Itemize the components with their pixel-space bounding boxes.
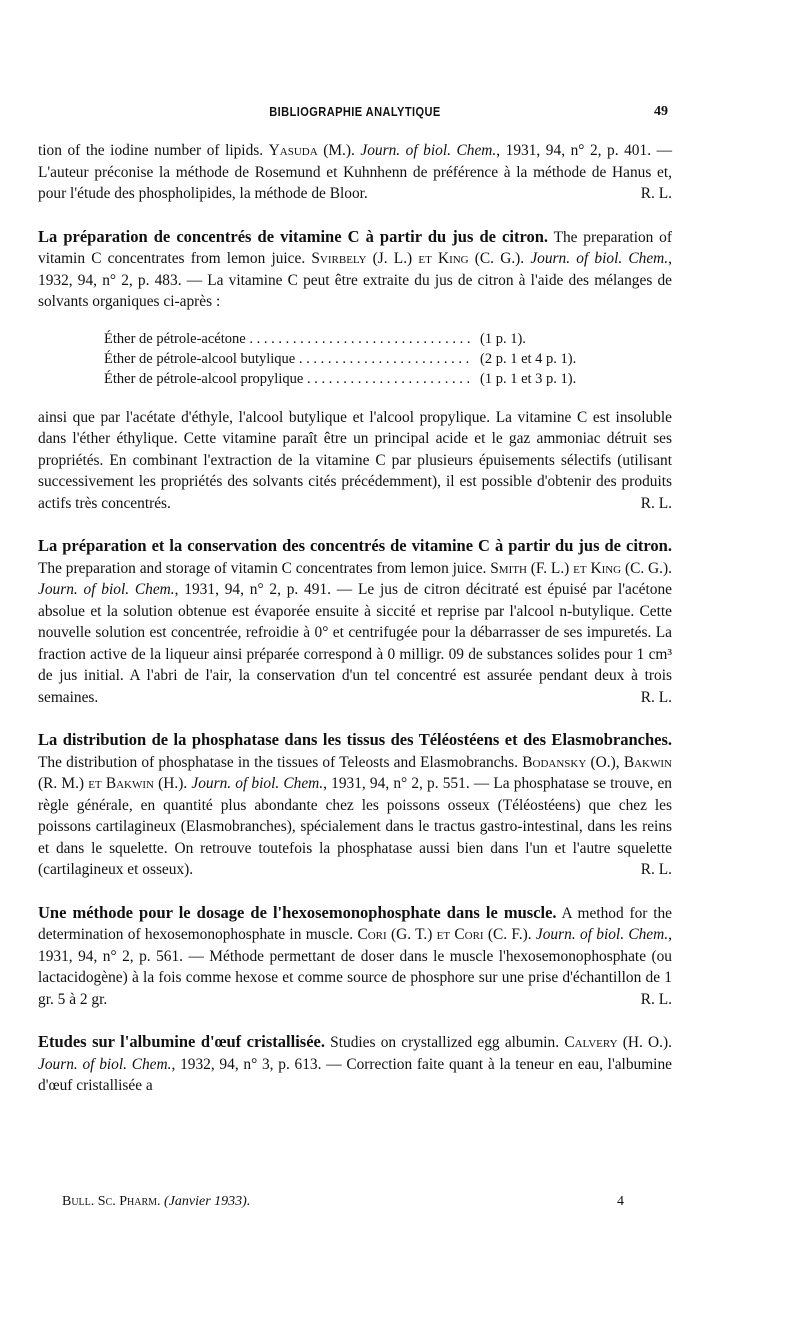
solvent-row [104,369,672,389]
journal: Journ. of biol. Chem. [360,142,497,159]
entry-3 [38,535,672,708]
entry-6 [38,1031,672,1097]
journal: Journ. of biol. Chem. [38,581,175,598]
signature: R. L. [640,494,672,512]
solvent-table [104,329,672,389]
page-number: 49 [654,104,668,119]
solvent-row [104,329,672,349]
footer-journal-name: Bull. Sc. Pharm. [62,1194,161,1209]
authors: Cori (G. T.) et Cori (C. F.). [357,926,532,943]
authors: Yasuda (M.). [268,142,355,159]
solvent-name: Éther de pétrole-alcool propylique . . . [104,369,470,389]
entry-title: Etudes sur l'albumine d'œuf cristallisée. [38,1032,325,1051]
english-title: The distribution of phosphatase in the tissues of Teleosts and Elasmobranchs. [38,753,519,771]
entry-title: La distribution de la phosphatase dans les tissus des Téléostéens et des Elasmobranches. [38,730,672,749]
authors: Smith (F. L.) et King (C. G.). [490,559,672,577]
signature-mark: 4 [617,1194,624,1209]
solvent-name: Éther de pétrole-acétone . . . [104,329,470,349]
solvent-ratio: (2 p. 1 et 4 p. 1). [480,350,577,367]
page-header [38,104,672,128]
citation-body: , 1932, 94, n° 2, p. 483. — La vitamine C peut être extraite du jus de citron à l'aide des mélanges de solvants organiques ci-après : [38,250,672,310]
entry-5 [38,902,672,1011]
citation-body: , 1931, 94, n° 2, p. 491. — Le jus de citron décitraté est épuisé par l'acétone absolue et la solution obtenue est évaporée ensuite à siccité et reprise par l'alcool n-butylique. Cette nouvelle solution est concentrée, refroidie à 0° et centrifugée pour la débarrasser de ses impuretés. La fraction active de la liqueur ainsi préparée correspond à 0 milligr. 09 de substances solides pour 1 cm³ de jus initial. A l'abri de l'air, la conservation d'un tel concentré est assurée pendant deux à trois semaines. [38,581,672,706]
continued-text: tion of the iodine number of lipids. [38,142,264,159]
entry-title: La préparation et la conservation des concentrés de vitamine C à partir du jus de citron. [38,536,672,555]
citation-body: , 1932, 94, n° 3, p. 613. — Correction faite quant à la teneur en eau, l'albumine d'œuf cristallisée a [38,1055,672,1094]
page-body [38,140,672,1097]
journal: Journ. of biol. Chem. [535,926,669,943]
citation-body: , 1931, 94, n° 2, p. 551. — La phosphatase se trouve, en règle générale, en quantité plus abondante chez les poissons osseux (Téléostéens) que chez les poissons cartilagineux (Elasmobranches), spécialement dans le tractus gastro-intestinal, dans les reins et dans le squelette. On retrouve toutefois la phosphatase aussi bien dans l'un et l'autre squelette (cartilagineux et osseux). [38,775,672,878]
running-title: BIBLIOGRAPHIE ANALYTIQUE [269,104,441,119]
journal: Journ. of biol. Chem. [191,775,324,792]
footer-journal [62,1194,250,1210]
english-title: A method for the determination of hexosemonophosphate in muscle. [38,904,672,943]
solvent-name: Éther de pétrole-alcool butylique . . . [104,349,470,369]
signature: R. L. [640,861,672,878]
entry-title: Une méthode pour le dosage de l'hexosemonophosphate dans le muscle. [38,902,557,922]
signature: R. L. [640,185,672,202]
solvent-ratio: (1 p. 1 et 3 p. 1). [480,370,577,387]
solvent-row [104,349,672,369]
journal: Journ. of biol. Chem. [38,1055,172,1073]
signature: R. L. [640,688,672,706]
entry-4 [38,729,672,881]
english-title: Studies on crystallized egg albumin. [324,1034,560,1051]
authors: Calvery (H. O.). [564,1034,672,1051]
citation-body: , 1931, 94, n° 2, p. 401. — L'auteur préconise la méthode de Rosemund et Kuhnhenn de préférence à la méthode de Hanus et, pour l'étude des phospholipides, la méthode de Bloor. [38,142,672,202]
entry-2 [38,226,672,515]
footer-date: (Janvier 1933). [164,1194,251,1209]
authors: Bodansky (O.), Bakwin (R. M.) et Bakwin (H.). [38,753,672,792]
continuation-text: ainsi que par l'acétate d'éthyle, l'alcool butylique et l'alcool propylique. La vitamine C est insoluble dans l'éther éthylique. Cette vitamine paraît être un principal acide et le gaz ammoniac détruit ses propriétés. En combinant l'extraction de la vitamine C par plusieurs épuisements sélectifs (utilisant successivement les propriétés des solvants cités précédemment), il est possible d'obtenir des produits actifs très concentrés. [38,408,672,512]
entry-1 [38,140,672,205]
signature: R. L. [640,990,672,1008]
english-title: The preparation of vitamin C concentrates from lemon juice. [38,228,673,267]
entry-title: La préparation de concentrés de vitamine C à partir du jus de citron. [38,226,549,246]
authors: Svirbely (J. L.) et King (C. G.). [311,250,525,267]
citation-body: , 1931, 94, n° 2, p. 561. — Méthode permettant de doser dans le muscle l'hexosemonophosphate (ou lactacidogène) à la fois comme hexose et comme source de phosphore sur une prise d'échantillon de 1 gr. 5 à 2 gr. [38,926,672,1008]
journal: Journ. of biol. Chem. [530,250,669,267]
english-title: The preparation and storage of vitamin C concentrates from lemon juice. [38,559,487,577]
solvent-ratio: (1 p. 1). [480,330,526,347]
